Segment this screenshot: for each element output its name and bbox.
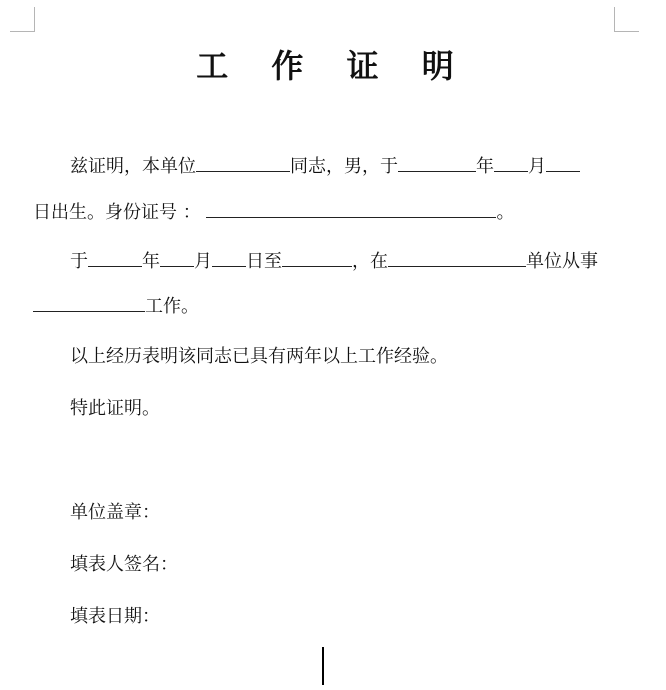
blank-start-month[interactable] [160, 247, 194, 267]
paragraph-4: 特此证明。 [70, 398, 160, 419]
blank-job-type[interactable] [33, 292, 145, 312]
text-cursor [322, 647, 324, 685]
paragraph-1-line-1 [70, 152, 580, 180]
para1-prefix: 兹证明，本单位 [70, 156, 196, 177]
para1-day-born: 日出生。身份证号 ： [33, 202, 201, 223]
para1-year: 年 [476, 156, 494, 177]
fill-date-label: 填表日期： [70, 606, 160, 627]
para2-comma-at: ，在 [352, 251, 388, 272]
blank-birth-year[interactable] [398, 152, 476, 172]
para2-month: 月 [194, 251, 212, 272]
paragraph-1-line-2 [33, 198, 514, 226]
blank-end-date[interactable] [282, 247, 352, 267]
seal-label: 单位盖章： [70, 502, 160, 523]
crop-mark-top-right [614, 7, 639, 32]
paragraph-2-line-1 [70, 247, 598, 275]
para1-period: 。 [496, 202, 515, 223]
para1-month: 月 [528, 156, 546, 177]
blank-birth-day[interactable] [546, 152, 580, 172]
blank-birth-month[interactable] [494, 152, 528, 172]
paragraph-3: 以上经历表明该同志已具有两年以上工作经验。 [70, 346, 448, 367]
document-title: 工 作 证 明 [196, 47, 470, 85]
para2-year: 年 [142, 251, 160, 272]
para2-prefix: 于 [70, 251, 88, 272]
blank-id-number[interactable] [206, 198, 496, 218]
para2-day-to: 日至 [246, 251, 282, 272]
para1-comrade: 同志，男，于 [290, 156, 398, 177]
para2-work: 工作。 [145, 296, 199, 317]
blank-comrade-name[interactable] [196, 152, 290, 172]
para2-unit-engaged: 单位从事 [526, 251, 598, 272]
blank-start-day[interactable] [212, 247, 246, 267]
filler-signature-label: 填表人签名： [70, 554, 178, 575]
crop-mark-top-left [10, 7, 35, 32]
paragraph-2-line-2 [33, 292, 199, 320]
blank-start-year[interactable] [88, 247, 142, 267]
blank-unit-name[interactable] [388, 247, 526, 267]
